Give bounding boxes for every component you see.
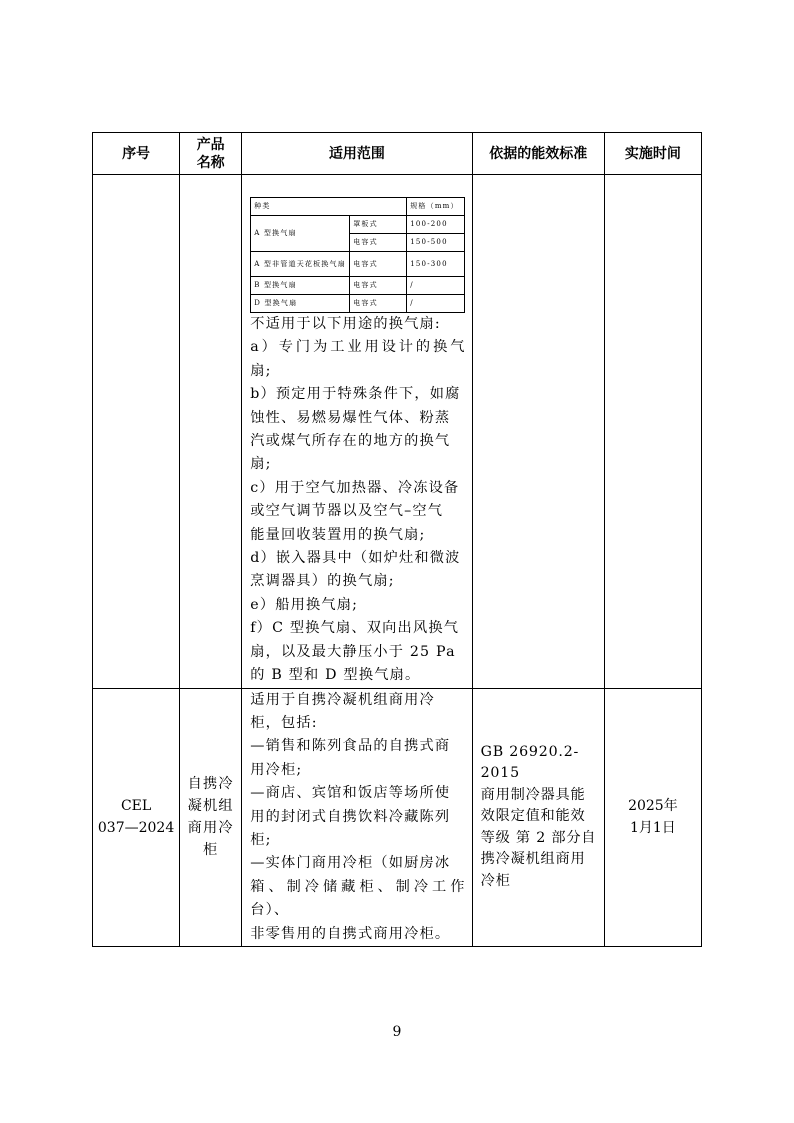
header-product-name	[180, 133, 242, 175]
spec-header-spec: 规格（mm）	[407, 198, 465, 216]
standard-text	[473, 742, 604, 893]
standards-table	[92, 132, 702, 947]
serial-number-line2: 037—2024	[97, 820, 175, 837]
row2-serial-cell	[93, 688, 180, 946]
date-line2: 1月1日	[629, 820, 676, 837]
scope-line: b）预定用于特殊条件下，如腐	[250, 386, 461, 403]
spec-row	[251, 295, 465, 313]
scope-line: d）嵌入器具中（如炉灶和微波	[250, 550, 461, 567]
scope-line: c）用于空气加热器、冷冻设备	[250, 479, 460, 496]
scope-line: 能量回收装置用的换气扇;	[250, 526, 426, 543]
scope-line: 非零售用的自携式商用冷柜。	[250, 925, 451, 942]
row2-scope-content	[242, 689, 471, 946]
row1-date-cell	[604, 175, 701, 689]
scope-line: 蚀性、易燃易爆性气体、粉蒸	[250, 409, 451, 426]
spec-row	[251, 252, 465, 277]
spec-header-type: 种类	[251, 198, 407, 216]
scope-line: 箱、制冷储藏柜、制冷工作台）、	[250, 878, 466, 919]
spec-row	[251, 216, 465, 234]
scope-line: —销售和陈列食品的自携式商	[250, 738, 451, 755]
header-product-name-line2: 名称	[196, 154, 225, 171]
spec-kind-cell: 罩板式	[350, 216, 407, 234]
spec-size-cell: 150-300	[407, 252, 465, 277]
spec-type-cell: D 型换气扇	[251, 295, 350, 313]
scope-line: 用冷柜;	[250, 761, 303, 778]
scope-line: 用的封闭式自携饮料冷藏陈列	[250, 808, 451, 825]
scope-line: —商店、宾馆和饭店等场所使	[250, 785, 451, 802]
row2-standard-cell	[472, 688, 604, 946]
scope-line: 的 B 型和 D 型换气扇。	[250, 667, 421, 684]
product-name-line: 凝机组	[187, 798, 234, 815]
spec-size-cell: 100-200	[407, 216, 465, 234]
fan-spec-table	[250, 197, 465, 313]
spec-size-cell: /	[407, 295, 465, 313]
scope-line: 或空气调节器以及空气–空气	[250, 503, 444, 520]
page-number: 9	[392, 1024, 402, 1040]
serial-number-line1: CEL	[120, 798, 152, 815]
standard-line: 冷柜	[480, 872, 511, 889]
row1-serial-cell	[93, 175, 180, 689]
scope-line: 扇，以及最大静压小于 25 Pa	[250, 643, 456, 660]
product-name-line: 柜	[202, 842, 219, 859]
standard-line: 等级 第 2 部分自	[480, 829, 597, 846]
header-scope: 适用范围	[242, 133, 472, 175]
spec-kind-cell: 电容式	[350, 252, 407, 277]
spec-type-cell: A 型非管道天花板换气扇	[251, 252, 350, 277]
spec-kind-cell: 电容式	[350, 295, 407, 313]
scope-line: e）船用换气扇;	[250, 596, 359, 613]
standard-line: GB 26920.2-2015	[480, 743, 580, 782]
scope-line: a）专门为工业用设计的换气扇;	[250, 339, 466, 379]
row1-scope-content	[242, 197, 471, 688]
spec-type-cell: A 型换气扇	[251, 216, 350, 252]
scope-line: f）C 型换气扇、双向出风换气	[250, 620, 460, 637]
scope-line: 适用于自携冷凝机组商用冷	[250, 691, 435, 708]
scope-line: 烹调器具）的换气扇;	[250, 573, 395, 590]
spec-header-row	[251, 198, 465, 216]
product-name	[180, 773, 241, 861]
spec-kind-cell: 电容式	[350, 277, 407, 295]
header-implementation-date: 实施时间	[604, 133, 701, 175]
spec-size-cell: /	[407, 277, 465, 295]
spec-size-cell: 150-500	[407, 234, 465, 252]
standard-line: 效限定值和能效	[480, 808, 586, 825]
row1-scope-cell	[242, 175, 472, 689]
product-name-line: 自携冷	[187, 776, 234, 793]
scope-line: 柜;	[250, 831, 272, 848]
product-name-line: 商用冷	[187, 820, 234, 837]
row1-standard-cell	[472, 175, 604, 689]
header-standard: 依据的能效标准	[472, 133, 604, 175]
header-row	[93, 133, 702, 175]
row2-scope-cell	[242, 688, 472, 946]
row2-date-cell	[604, 688, 701, 946]
scope-line: 扇;	[250, 456, 272, 473]
table-row	[93, 688, 702, 946]
spec-kind-cell: 电容式	[350, 234, 407, 252]
spec-type-cell: B 型换气扇	[251, 277, 350, 295]
row2-name-cell	[180, 688, 242, 946]
date-line1: 2025年	[628, 798, 678, 815]
standard-line: 商用制冷器具能	[480, 786, 586, 803]
scope-line: 柜，包括:	[250, 714, 318, 731]
standard-line: 携冷凝机组商用	[480, 851, 586, 868]
spec-row	[251, 277, 465, 295]
scope-line: 汽或煤气所存在的地方的换气	[250, 433, 451, 450]
scope-line: 不适用于以下用途的换气扇:	[250, 316, 441, 332]
header-serial-number: 序号	[93, 133, 180, 175]
table-row	[93, 175, 702, 689]
row1-name-cell	[180, 175, 242, 689]
header-product-name-line1: 产品	[196, 136, 225, 153]
scope-line: —实体门商用冷柜（如厨房冰	[250, 855, 451, 872]
